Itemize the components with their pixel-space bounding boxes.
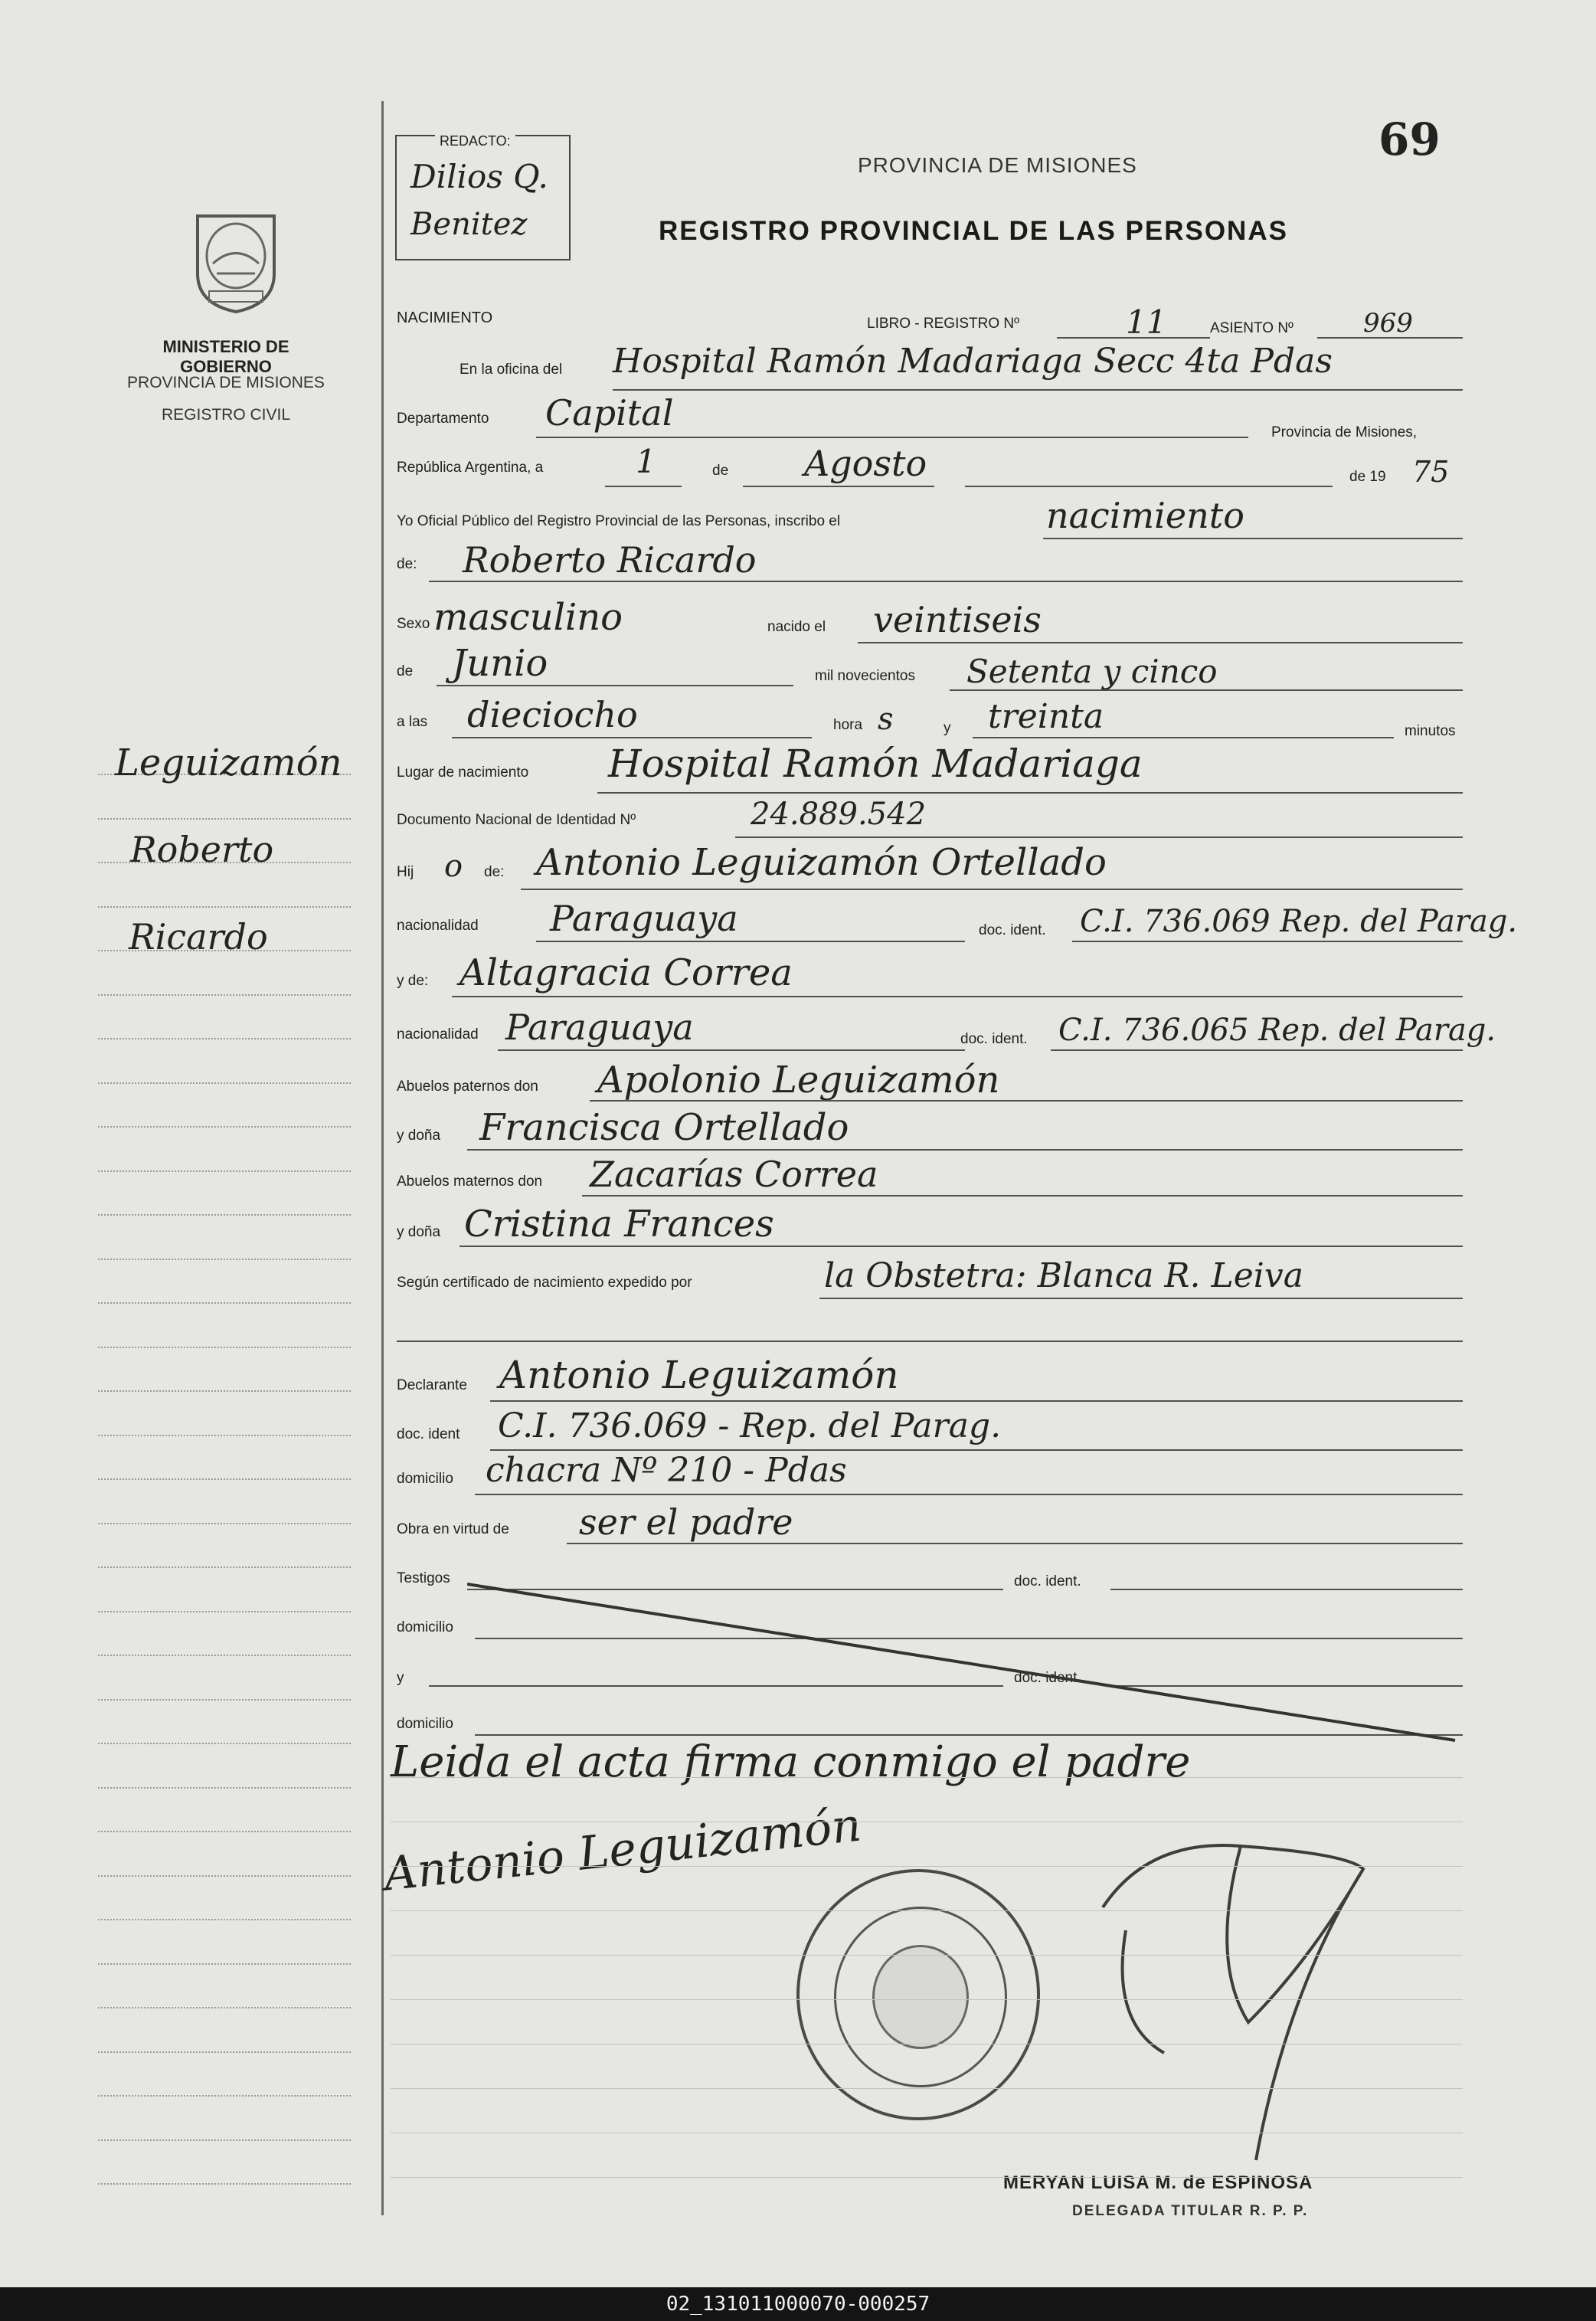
dia-value: 1 xyxy=(636,443,656,480)
margin-ruled-line xyxy=(98,1655,351,1656)
redacto-box xyxy=(395,135,571,260)
signature-ruled-line xyxy=(391,1999,1463,2000)
official-seal xyxy=(796,1869,1040,2120)
hij-label: Hij xyxy=(397,864,414,880)
obra-label: Obra en virtud de xyxy=(397,1521,509,1537)
signature-ruled-line xyxy=(391,2088,1463,2089)
signature-ruled-line xyxy=(391,1955,1463,1956)
margin-ruled-line xyxy=(98,1082,351,1084)
margin-ruled-line xyxy=(98,1435,351,1436)
stamp-name: MERYAN LUISA M. de ESPINOSA xyxy=(1003,2172,1313,2193)
minutos-label: minutos xyxy=(1405,723,1456,739)
anio-nac-line xyxy=(950,689,1463,691)
mes-line-2 xyxy=(965,486,1333,487)
margin-ruled-line xyxy=(98,1259,351,1260)
doc-ident-testigo-label: doc. ident. xyxy=(1014,1573,1081,1589)
nacido-label: nacido el xyxy=(767,619,826,635)
oficina-label: En la oficina del xyxy=(460,362,563,378)
testigos-label: Testigos xyxy=(397,1570,450,1586)
declarante-value: Antonio Leguizamón xyxy=(499,1353,899,1397)
sexo-label: Sexo xyxy=(397,616,430,632)
de-label: de xyxy=(712,463,729,479)
leida-value: Leida el acta firma conmigo el padre xyxy=(391,1737,1191,1787)
margin-ruled-line xyxy=(98,1831,351,1832)
obra-value: ser el padre xyxy=(579,1501,793,1543)
de4-label: de: xyxy=(484,864,505,880)
signature-ruled-line xyxy=(391,1777,1463,1778)
nacido-value: veintiseis xyxy=(873,599,1042,640)
margin-ruled-line xyxy=(98,1699,351,1701)
declarant-signature: Antonio Leguizamón xyxy=(381,1798,864,1902)
lugar-value: Hospital Ramón Madariaga xyxy=(608,741,1143,786)
margin-ruled-line xyxy=(98,1787,351,1789)
margin-ruled-line xyxy=(98,1743,351,1744)
asiento-label: ASIENTO Nº xyxy=(1210,320,1293,336)
y2-label: y xyxy=(397,1670,404,1686)
lugar-line xyxy=(597,792,1463,794)
abuela-materna-value: Cristina Frances xyxy=(464,1203,774,1246)
madre-nac-value: Paraguaya xyxy=(505,1007,694,1048)
mil-label: mil novecientos xyxy=(815,668,915,684)
domicilio-testigo2-label: domicilio xyxy=(397,1716,453,1732)
asiento-value: 969 xyxy=(1363,308,1413,339)
hij-value: o xyxy=(444,849,463,884)
nacionalidad-label: nacionalidad xyxy=(397,918,479,934)
abuela-paterna-value: Francisca Ortellado xyxy=(479,1106,849,1149)
strike-line xyxy=(467,1578,1463,1746)
oficial-label: Yo Oficial Público del Registro Provincial de las Personas, inscribo el xyxy=(397,513,841,529)
domicilio-label: domicilio xyxy=(397,1471,453,1487)
y-label: y xyxy=(944,720,951,736)
stamp-title: DELEGADA TITULAR R. P. P. xyxy=(1072,2203,1309,2219)
padre-doc-line xyxy=(1072,941,1463,942)
dni-value: 24.889.542 xyxy=(751,797,927,832)
dia-line xyxy=(605,486,682,487)
abuelo-paterno-value: Apolonio Leguizamón xyxy=(597,1059,1000,1102)
libro-label: LIBRO - REGISTRO Nº xyxy=(867,316,1020,332)
madre-line xyxy=(452,996,1463,997)
margin-ruled-line xyxy=(98,1170,351,1172)
header-province: PROVINCIA DE MISIONES xyxy=(858,153,1137,177)
margin-surname: Leguizamón xyxy=(115,741,342,784)
signature-ruled-line xyxy=(391,2177,1463,2178)
footer-id: 02_131011000070-000257 xyxy=(0,2287,1596,2321)
madre-doc-value: C.I. 736.065 Rep. del Parag. xyxy=(1058,1013,1496,1048)
nombre-value: Roberto Ricardo xyxy=(463,539,757,581)
mes-line xyxy=(743,486,934,487)
margin-ruled-line xyxy=(98,1478,351,1480)
departamento-label: Departamento xyxy=(397,411,489,427)
certificado-line xyxy=(819,1298,1463,1299)
obra-line xyxy=(567,1543,1463,1544)
margin-ruled-line xyxy=(98,994,351,996)
declarante-line xyxy=(490,1400,1463,1402)
alas-label: a las xyxy=(397,714,428,730)
signature-ruled-line xyxy=(391,1866,1463,1867)
margin-ruled-line xyxy=(98,1611,351,1612)
hora-label: hora xyxy=(833,717,863,733)
padre-doc-value: C.I. 736.069 Rep. del Parag. xyxy=(1080,904,1518,939)
abuelo-materno-line xyxy=(582,1195,1463,1197)
minutos-value: treinta xyxy=(988,697,1104,736)
seal-emblem xyxy=(872,1945,969,2049)
margin-ruled-line xyxy=(98,1875,351,1877)
margin-ruled-line xyxy=(98,2183,351,2185)
margin-ruled-line xyxy=(98,2139,351,2141)
dni-line xyxy=(735,836,1463,838)
padre-nac-line xyxy=(536,941,965,942)
mes-nac-line xyxy=(437,685,793,686)
page-number: 69 xyxy=(1379,113,1441,165)
abuelo-materno-value: Zacarías Correa xyxy=(590,1154,878,1195)
inscribo-value: nacimiento xyxy=(1046,495,1244,536)
province-label: PROVINCIA DE MISIONES xyxy=(127,374,325,391)
margin-rule xyxy=(381,101,384,2215)
certificado-label: Según certificado de nacimiento expedido por xyxy=(397,1275,692,1291)
anio-value: 75 xyxy=(1412,455,1450,489)
abuela-materna-line xyxy=(460,1246,1463,1247)
domicilio-line xyxy=(475,1494,1463,1495)
decl-doc-label: doc. ident xyxy=(397,1426,460,1442)
departamento-value: Capital xyxy=(545,392,674,434)
margin-ruled-line xyxy=(98,2051,351,2053)
signature-ruled-line xyxy=(391,1910,1463,1911)
registry-label: REGISTRO CIVIL xyxy=(161,406,291,424)
certificado-line-2 xyxy=(397,1341,1463,1342)
margin-ruled-line xyxy=(98,1302,351,1304)
margin-ruled-line xyxy=(98,1523,351,1524)
margin-ruled-line xyxy=(98,1126,351,1128)
departamento-line xyxy=(536,437,1248,438)
madre-doc-line xyxy=(1051,1049,1463,1051)
margin-ruled-line xyxy=(98,1038,351,1039)
madre-nac-line xyxy=(498,1049,965,1051)
margin-ruled-line xyxy=(98,2007,351,2008)
abuela-paterna-line xyxy=(467,1149,1463,1151)
de2-label: de: xyxy=(397,556,417,572)
nombre-line xyxy=(429,581,1463,582)
margin-ruled-line xyxy=(98,906,351,908)
redacto-name-line2: Benitez xyxy=(410,207,528,242)
abuelos-maternos-label: Abuelos maternos don xyxy=(397,1174,543,1190)
de3-label: de xyxy=(397,663,414,679)
padre-nac-value: Paraguaya xyxy=(550,898,738,939)
certificado-value: la Obstetra: Blanca R. Leiva xyxy=(824,1256,1303,1295)
mes-nac-value: Junio xyxy=(452,642,548,685)
doc-ident-label: doc. ident. xyxy=(979,922,1046,938)
margin-ruled-line xyxy=(98,818,351,820)
yde-label: y de: xyxy=(397,973,429,989)
domicilio-testigo-label: domicilio xyxy=(397,1619,453,1635)
de-anio-label: de 19 xyxy=(1349,469,1386,485)
hora-line xyxy=(452,737,812,738)
margin-ruled-line xyxy=(98,1214,351,1216)
minutos-line xyxy=(973,737,1394,738)
abuelo-paterno-line xyxy=(590,1100,1463,1102)
domicilio-value: chacra Nº 210 - Pdas xyxy=(486,1451,847,1490)
mes-value: Agosto xyxy=(804,443,927,484)
redacto-name-line1: Dilios Q. xyxy=(410,158,548,195)
oficina-line xyxy=(613,389,1463,391)
decl-doc-value: C.I. 736.069 - Rep. del Parag. xyxy=(498,1406,1002,1445)
margin-ruled-line xyxy=(98,1347,351,1348)
margin-first-name: Roberto xyxy=(130,829,274,870)
dni-label: Documento Nacional de Identidad Nº xyxy=(397,812,636,828)
madre-value: Altagracia Correa xyxy=(460,951,793,994)
margin-ruled-line xyxy=(98,1919,351,1920)
oficina-value: Hospital Ramón Madariaga Secc 4ta Pdas xyxy=(613,342,1333,381)
doc-ident-testigo2-label: doc. ident. xyxy=(1014,1670,1081,1686)
anio-nac-value: Setenta y cinco xyxy=(966,653,1218,690)
margin-ruled-line xyxy=(98,1963,351,1965)
nacimiento-label: NACIMIENTO xyxy=(397,309,493,326)
padre-line xyxy=(521,889,1463,890)
redacto-label: REDACTO: xyxy=(435,133,515,149)
ydona-label: y doña xyxy=(397,1128,441,1144)
padre-value: Antonio Leguizamón Ortellado xyxy=(536,841,1107,884)
lugar-label: Lugar de nacimiento xyxy=(397,764,529,781)
margin-second-name: Ricardo xyxy=(129,916,268,958)
hora-s: s xyxy=(878,702,894,737)
hora-value: dieciocho xyxy=(467,694,638,735)
libro-value: 11 xyxy=(1126,303,1167,341)
margin-ruled-line xyxy=(98,1566,351,1568)
coat-of-arms-emblem xyxy=(182,201,289,316)
declarante-label: Declarante xyxy=(397,1377,467,1393)
abuelos-paternos-label: Abuelos paternos don xyxy=(397,1079,538,1095)
provincia-label: Provincia de Misiones, xyxy=(1271,424,1418,440)
ydona2-label: y doña xyxy=(397,1224,441,1240)
republica-label: República Argentina, a xyxy=(397,460,544,476)
inscribo-line xyxy=(1043,538,1463,539)
doc-ident2-label: doc. ident. xyxy=(960,1031,1028,1047)
margin-ruled-line xyxy=(98,1390,351,1392)
nacionalidad2-label: nacionalidad xyxy=(397,1026,479,1043)
margin-ruled-line xyxy=(98,2095,351,2097)
sexo-value: masculino xyxy=(433,596,623,639)
header-title: REGISTRO PROVINCIAL DE LAS PERSONAS xyxy=(659,216,1288,246)
ministry-label: MINISTERIO DE GOBIERNO xyxy=(162,337,289,376)
nacido-line xyxy=(858,642,1463,643)
